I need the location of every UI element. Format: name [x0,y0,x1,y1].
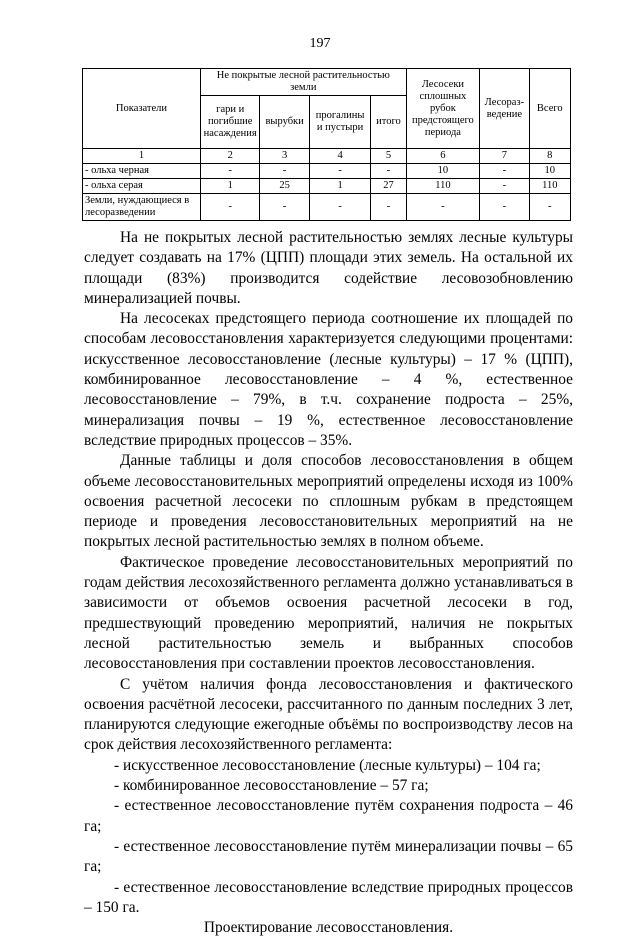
list-item: - комбинированное лесовосстановление – 57 га; [114,777,429,795]
paragraph: На лесосеках предстоящего периода соотношение их площадей по способам лесовосстановления характеризуется следующими процентами: искусственное лесовосстановление (лесные культуры) – 17 % (ЦПП), комбинированное лесовосстановление – 4 %, естественное лесовосстановление – 79%, в т.ч. сохранение подроста – 25%, минерализация почвы – 19 %, естественное лесовосстановление вследствие природных процессов – 35%. [84,310,573,449]
paragraph: Данные таблицы и доля способов лесовосстановления в общем объеме лесовосстановительных мероприятий определены исходя из 100% освоения расчетной лесосеки по сплошным рубкам в предстоящем периоде и проведения лесовосстановительных мероприятий на не покрытых лесной растительностью землях в полном объеме. [84,452,573,551]
reforestation-table [82,68,571,221]
table-cell: - [480,179,529,194]
header-grand-total: Всего [529,69,570,149]
header-afforestation: Лесораз-ведение [480,69,529,149]
table-cell: - [406,194,480,221]
paragraph: С учётом наличия фонда лесовосстановления и фактического освоения расчётной лесосеки, рассчитанного по данным последних 3 лет, планируются следующие ежегодные объёмы по воспроизводству лесов на срок действия лесохозяйственного регламента: [84,675,573,754]
header-cutting-areas: Лесосеки сплошных рубок предстоящего периода [406,69,480,149]
table-cell: 10 [529,164,570,179]
list-item: - естественное лесовосстановление путём минерализации почвы – 65 га; [84,837,573,876]
header-indicator: Показатели [83,69,201,149]
table-cell: 27 [371,179,406,194]
table-cell: 1 [309,179,371,194]
page-number: 197 [309,36,331,51]
table-cell: - [480,164,529,179]
table-cell: - ольха серая [83,179,201,194]
table-header-row-1 [83,69,571,96]
table-cell: 110 [406,179,480,194]
table-cell: - [309,194,371,221]
table-cell: - [309,164,371,179]
table-cell: - [260,194,309,221]
table-cell: 2 [200,149,259,164]
header-total-nonforest: итого [371,96,406,149]
table-cell: 10 [406,164,480,179]
table-cell: - [371,194,406,221]
volume-list [84,756,573,918]
table-cell: 7 [480,149,529,164]
table-cell: 6 [406,149,480,164]
section-heading: Проектирование лесовосстановления. [203,919,454,937]
list-item: - искусственное лесовосстановление (лесные культуры) – 104 га; [114,756,541,774]
header-clearings: вырубки [260,96,309,149]
table-cell: 5 [371,149,406,164]
table-cell: - [200,194,259,221]
table-cell: 1 [200,179,259,194]
table-cell: - [260,164,309,179]
table-cell: 3 [260,149,309,164]
list-item: - естественное лесовосстановление путём сохранения подроста – 46 га; [84,797,573,835]
table-cell: 4 [309,149,371,164]
table-cell: - [371,164,406,179]
table-numbering-row [83,149,571,164]
table-row [83,164,571,179]
table-cell: 110 [529,179,570,194]
table-row [83,194,571,221]
table-cell: Земли, нуждающиеся в лесоразведении [83,194,201,221]
list-item: - естественное лесовосстановление вследствие природных процессов – 150 га. [84,878,573,916]
table-cell: - [200,164,259,179]
table-cell: 25 [260,179,309,194]
paragraph: На не покрытых лесной растительностью землях лесные культуры следует создавать на 17% (ЦПП) площади этих земель. На остальной их площади (83%) производится содействие лесовозобновлению минерализацией почвы. [84,229,573,307]
table-cell: - [529,194,570,221]
table-cell: - [480,194,529,221]
paragraph: Фактическое проведение лесовосстановительных мероприятий по годам действия лесохозяйственного регламента должно устанавливаться в зависимости от объемов освоения расчетной лесосеки в год, предшествующий проведению мероприятий, наличия не покрытых лесной растительностью земель и выбранных способов лесовосстановления при составлении проектов лесовосстановления. [84,553,573,673]
body-text [84,228,573,938]
header-glades: прогалины и пустыри [309,96,371,149]
header-burnt: гари и погибшие насаждения [200,96,259,149]
table-cell: - ольха черная [83,164,201,179]
table-row [83,179,571,194]
header-group-nonforest: Не покрытые лесной растительностью земли [200,69,406,96]
table-cell: 8 [529,149,570,164]
table-cell: 1 [83,149,201,164]
